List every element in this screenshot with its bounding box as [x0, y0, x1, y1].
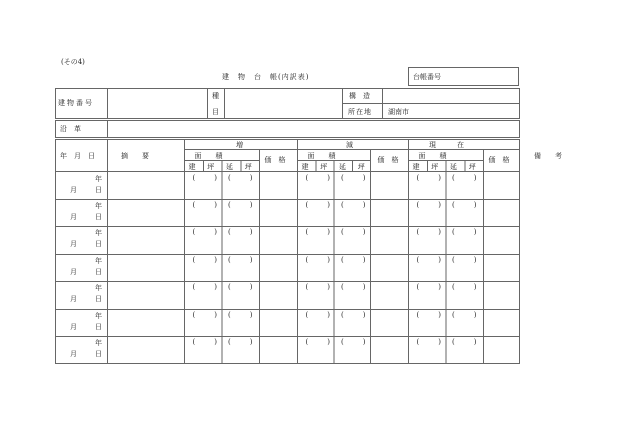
parentheses-field[interactable]: ( ): [416, 310, 447, 319]
parentheses-field[interactable]: ( ): [452, 338, 483, 347]
day-label: 日: [95, 212, 102, 221]
parentheses-field[interactable]: ( ): [341, 255, 372, 264]
parentheses-field[interactable]: ( ): [305, 338, 336, 347]
parentheses-field[interactable]: ( ): [416, 173, 447, 182]
increase-label: 増: [236, 141, 243, 149]
parentheses-field[interactable]: ( ): [416, 283, 447, 292]
history-label: 沿 革: [60, 125, 81, 133]
kind-label-top: 種: [212, 92, 219, 100]
area-label: 面 積: [418, 151, 447, 160]
year-label: 年: [95, 284, 102, 293]
parentheses-field[interactable]: ( ): [416, 228, 447, 237]
remarks-column-label: 備 考: [534, 152, 562, 160]
price-column-label: 価 格: [264, 156, 286, 164]
ledger-number-label: 台帳番号: [413, 73, 441, 81]
series-label: (その4): [61, 58, 85, 66]
decrease-label: 減: [346, 141, 353, 149]
parentheses-field[interactable]: ( ): [305, 228, 336, 237]
parentheses-field[interactable]: ( ): [341, 338, 372, 347]
day-label: 日: [95, 185, 102, 194]
year-label: 年: [95, 256, 102, 265]
month-label: 月: [70, 185, 77, 194]
summary-column-label: 摘 要: [121, 152, 149, 160]
parentheses-field[interactable]: ( ): [305, 283, 336, 292]
year-label: 年: [95, 174, 102, 183]
day-label: 日: [95, 267, 102, 276]
year-label: 年: [95, 201, 102, 210]
tsubo-sub-label: 坪: [468, 162, 476, 171]
building-number-label: 建物番号: [58, 99, 94, 107]
parentheses-field[interactable]: ( ): [452, 310, 483, 319]
parentheses-field[interactable]: ( ): [192, 228, 223, 237]
location-label: 所在地: [348, 108, 372, 116]
parentheses-field[interactable]: ( ): [228, 283, 259, 292]
month-label: 月: [70, 267, 77, 276]
parentheses-field[interactable]: ( ): [228, 173, 259, 182]
tsubo-sub-label: 坪: [207, 162, 215, 171]
month-label: 月: [70, 350, 77, 359]
parentheses-field[interactable]: ( ): [452, 255, 483, 264]
parentheses-field[interactable]: ( ): [192, 283, 223, 292]
area-label: 面 積: [194, 151, 223, 160]
month-label: 月: [70, 240, 77, 249]
day-label: 日: [95, 295, 102, 304]
parentheses-field[interactable]: ( ): [192, 255, 223, 264]
building-sub-label: 建: [301, 162, 309, 171]
tsubo-sub-label: 坪: [244, 162, 252, 171]
year-label: 年: [95, 229, 102, 238]
structure-label: 構 造: [349, 92, 370, 100]
parentheses-field[interactable]: ( ): [341, 228, 372, 237]
building-sub-label: 建: [412, 162, 420, 171]
tsubo-sub-label: 坪: [320, 162, 328, 171]
building-sub-label: 建: [188, 162, 196, 171]
kind-label-bottom: 目: [212, 108, 219, 116]
page-title: 建 物 台 帳(内訳表): [222, 73, 310, 81]
location-value[interactable]: 湖南市: [388, 108, 409, 116]
floor-sub-label: 延: [450, 162, 457, 171]
parentheses-field[interactable]: ( ): [305, 200, 336, 209]
parentheses-field[interactable]: ( ): [452, 283, 483, 292]
parentheses-field[interactable]: ( ): [416, 200, 447, 209]
month-label: 月: [70, 322, 77, 331]
parentheses-field[interactable]: ( ): [228, 228, 259, 237]
parentheses-field[interactable]: ( ): [416, 338, 447, 347]
parentheses-field[interactable]: ( ): [228, 200, 259, 209]
year-label: 年: [95, 339, 102, 348]
parentheses-field[interactable]: ( ): [228, 310, 259, 319]
parentheses-field[interactable]: ( ): [192, 310, 223, 319]
area-label: 面 積: [307, 151, 336, 160]
floor-sub-label: 延: [339, 162, 346, 171]
parentheses-field[interactable]: ( ): [192, 173, 223, 182]
parentheses-field[interactable]: ( ): [452, 228, 483, 237]
month-label: 月: [70, 212, 77, 221]
parentheses-field[interactable]: ( ): [305, 255, 336, 264]
day-label: 日: [95, 240, 102, 249]
price-column-label: 価 格: [488, 156, 510, 164]
month-label: 月: [70, 295, 77, 304]
parentheses-field[interactable]: ( ): [228, 255, 259, 264]
day-label: 日: [95, 350, 102, 359]
price-column-label: 価 格: [377, 156, 399, 164]
parentheses-field[interactable]: ( ): [192, 200, 223, 209]
tsubo-sub-label: 坪: [357, 162, 365, 171]
parentheses-field[interactable]: ( ): [192, 338, 223, 347]
tsubo-sub-label: 坪: [431, 162, 439, 171]
parentheses-field[interactable]: ( ): [228, 338, 259, 347]
parentheses-field[interactable]: ( ): [416, 255, 447, 264]
date-column-label: 年 月 日: [60, 152, 95, 160]
parentheses-field[interactable]: ( ): [452, 173, 483, 182]
parentheses-field[interactable]: ( ): [341, 173, 372, 182]
parentheses-field[interactable]: ( ): [341, 310, 372, 319]
year-label: 年: [95, 311, 102, 320]
current-label: 現 在: [429, 141, 464, 149]
parentheses-field[interactable]: ( ): [452, 200, 483, 209]
parentheses-field[interactable]: ( ): [341, 283, 372, 292]
parentheses-field[interactable]: ( ): [305, 310, 336, 319]
day-label: 日: [95, 322, 102, 331]
floor-sub-label: 延: [226, 162, 233, 171]
parentheses-field[interactable]: ( ): [305, 173, 336, 182]
parentheses-field[interactable]: ( ): [341, 200, 372, 209]
